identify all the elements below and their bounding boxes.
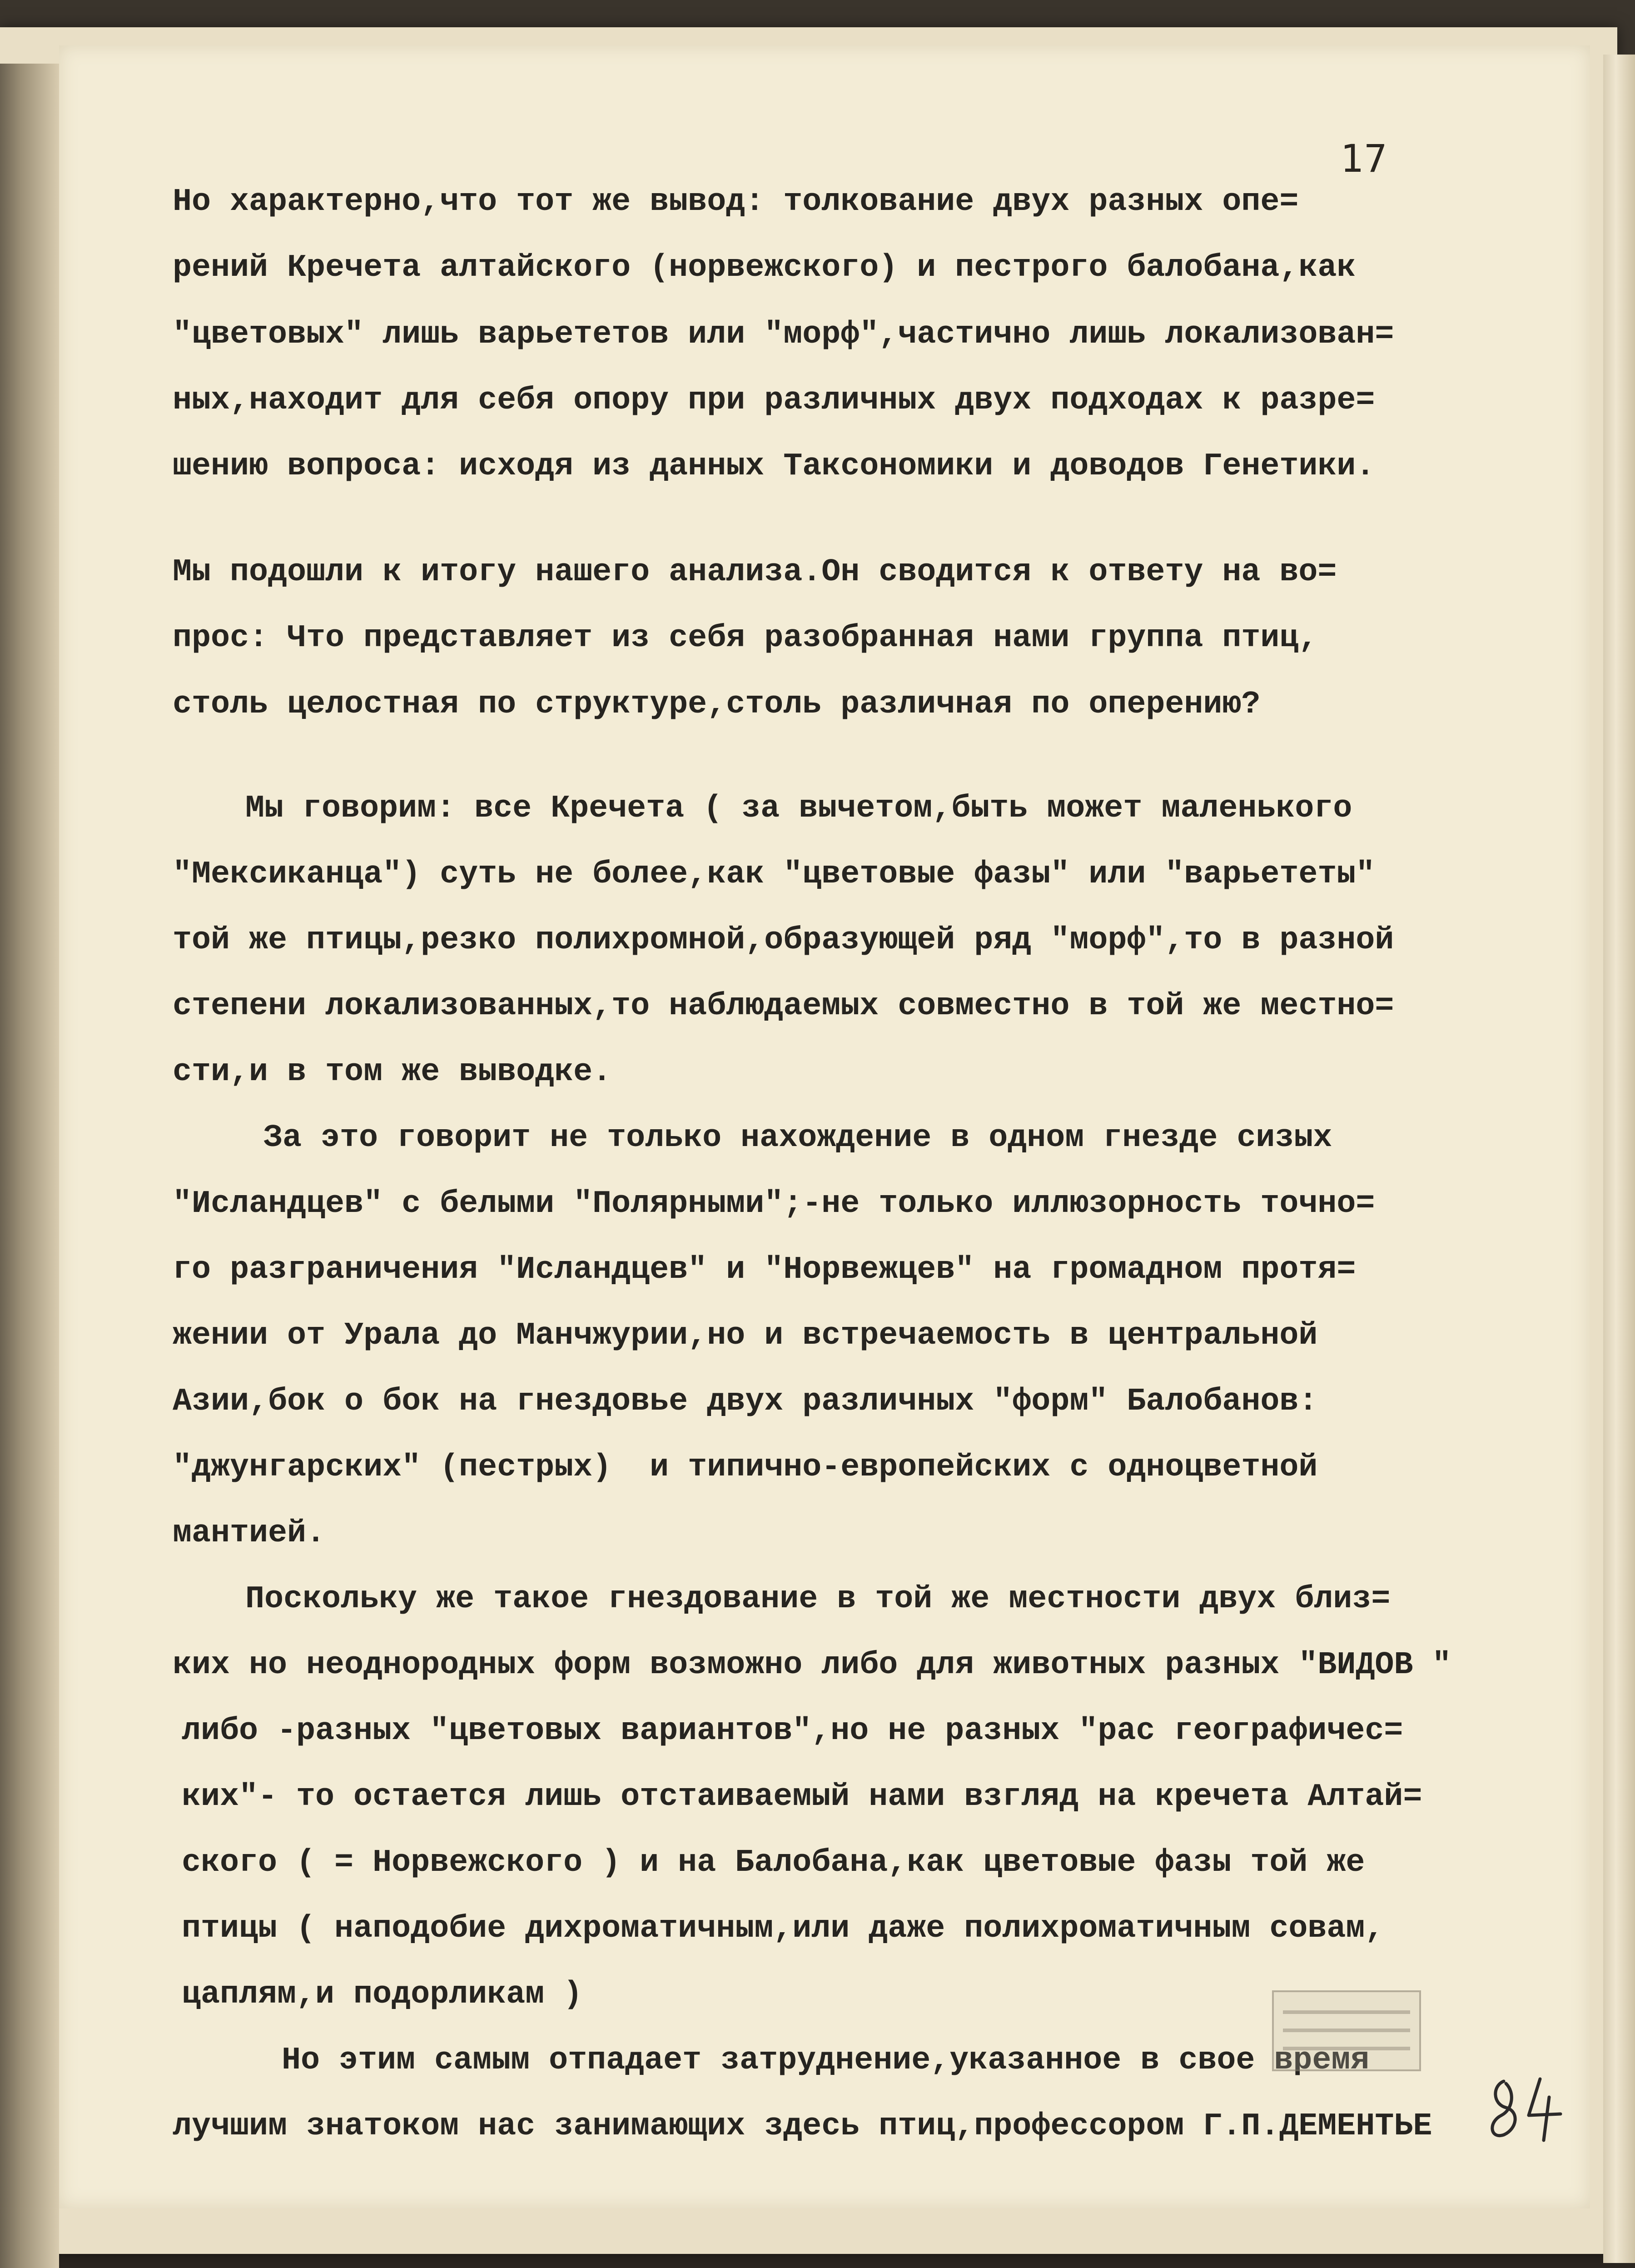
text-line: жении от Урала до Манчжурии,но и встречаемость в центральной: [173, 1318, 1318, 1354]
text-line: той же птицы,резко полихромной,образующей ряд "морф",то в разной: [173, 922, 1394, 958]
text-line: "Исландцев" с белыми "Полярными";-не только иллюзорность точно=: [173, 1186, 1375, 1222]
text-line: рений Кречета алтайского (норвежского) и пестрого балобана,как: [173, 250, 1356, 286]
text-line: лучшим знатоком нас занимающих здесь птиц,профессором Г.П.ДЕМЕНТЬЕ: [173, 2108, 1432, 2144]
text-line: прос: Что представляет из себя разобранная нами группа птиц,: [173, 620, 1318, 656]
text-line: Но характерно,что тот же вывод: толкование двух разных опе=: [173, 184, 1299, 220]
text-line: шению вопроса: исходя из данных Таксономики и доводов Генетики.: [173, 449, 1375, 484]
text-line: степени локализованных,то наблюдаемых совместно в той же местно=: [173, 988, 1394, 1024]
text-line: ных,находит для себя опору при различных двух подходах к разре=: [173, 383, 1375, 419]
binding-edge: [0, 64, 59, 2268]
text-line: Поскольку же такое гнездование в той же местности двух близ=: [245, 1581, 1391, 1617]
folio-84-handwriting: [1486, 2072, 1567, 2145]
stacked-sheet-edge: [1603, 55, 1635, 2263]
text-line: Азии,бок о бок на гнездовье двух различных "форм" Балобанов:: [173, 1384, 1318, 1420]
text-line: Мы говорим: все Кречета ( за вычетом,быть может маленького: [245, 791, 1352, 827]
text-line: ких но неоднородных форм возможно либо для животных разных "ВИДОВ ": [173, 1647, 1451, 1683]
text-line: ского ( = Норвежского ) и на Балобана,как цветовые фазы той же: [182, 1845, 1365, 1881]
text-line: го разграничения "Исландцев" и "Норвежцев" на громадном протя=: [173, 1252, 1356, 1288]
page-number: 17: [1340, 136, 1388, 181]
text-line: Мы подошли к итогу нашего анализа.Он сводится к ответу на во=: [173, 554, 1337, 590]
text-line: Но этим самым отпадает затруднение,указанное в свое время: [282, 2043, 1370, 2079]
text-line: "цветовых" лишь варьететов или "морф",частично лишь локализован=: [173, 317, 1394, 353]
text-line: птицы ( наподобие дихроматичным,или даже полихроматичным совам,: [182, 1911, 1384, 1947]
handwritten-folio-number: [1486, 2072, 1567, 2147]
text-line: сти,и в том же выводке.: [173, 1054, 612, 1090]
text-line: За это говорит не только нахождение в одном гнезде сизых: [263, 1120, 1332, 1156]
text-line: цаплям,и подорликам ): [182, 1977, 583, 2013]
text-line: "Мексиканца") суть не более,как "цветовые фазы" или "варьететы": [173, 857, 1375, 892]
text-line: ких"- то остается лишь отстаиваемый нами взгляд на кречета Алтай=: [182, 1779, 1422, 1815]
archive-stamp: [1272, 1990, 1421, 2071]
text-line: мантией.: [173, 1515, 326, 1551]
text-line: "джунгарских" (пестрых) и типично-европейских с одноцветной: [173, 1450, 1318, 1485]
text-line: либо -разных "цветовых вариантов",но не разных "рас географичес=: [182, 1713, 1403, 1749]
text-line: столь целостная по структуре,столь различная по оперению?: [173, 687, 1261, 723]
